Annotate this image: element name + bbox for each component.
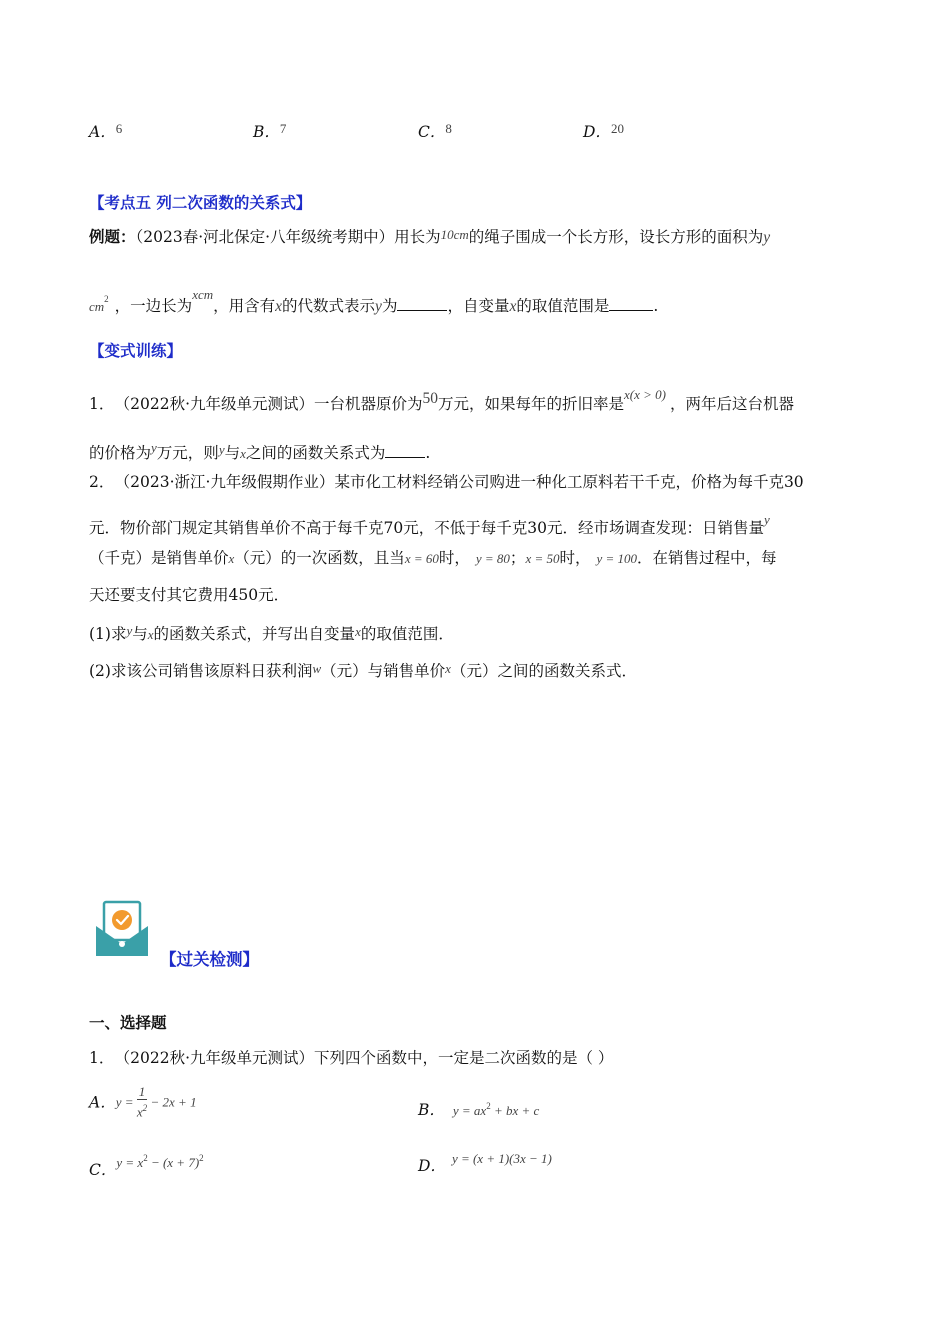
question-number: 2．	[89, 473, 115, 491]
option-exponent: 2	[143, 1153, 148, 1163]
option-label: B．	[253, 123, 280, 141]
math-x: x	[147, 627, 154, 642]
option-value: 7	[279, 121, 287, 136]
option-exponent: 2	[199, 1153, 204, 1163]
section-heading-variant: 【变式训练】	[89, 342, 183, 360]
option-label: B．	[418, 1101, 445, 1120]
option-c	[418, 118, 452, 143]
math-y: y	[126, 623, 133, 638]
option-expr: y = ax	[452, 1103, 487, 1119]
text: 元．物价部门规定其销售单价不高于每千克70元，不低于每千克30元．经市场调查发现：日销售量	[89, 519, 764, 537]
example-source: （2023春·河北保定·八年级统考期中）	[135, 228, 395, 246]
text: （千克）是销售单价	[89, 549, 229, 567]
math-y: y	[763, 512, 770, 527]
text: （元）的一次函数，且当	[234, 549, 405, 567]
section-title-choice: 一、选择题	[89, 1014, 167, 1032]
variant-q1-line-2	[89, 437, 430, 465]
math-50: 50	[422, 390, 439, 407]
answer-blank-1[interactable]	[397, 294, 447, 311]
text: 某市化工材料经销公司购进一种化工原料若干千克，价格为每千克30	[334, 473, 804, 491]
text: ；	[509, 549, 526, 567]
text: ，一边长为	[114, 297, 193, 315]
option-label: A．	[89, 123, 116, 141]
answer-blank-2[interactable]	[609, 294, 653, 311]
math-x: x	[240, 446, 246, 461]
variant-q2-part-1	[89, 620, 454, 646]
text: .	[653, 297, 659, 315]
answer-blank-3[interactable]	[385, 441, 425, 458]
text: 为	[381, 297, 398, 315]
math-x: x	[445, 661, 451, 676]
option-label: C．	[89, 1161, 117, 1180]
text: 之间的函数关系式为	[245, 444, 386, 462]
math-x: x	[355, 624, 361, 639]
math-y: y	[375, 298, 382, 315]
question-source: （2023·浙江·九年级假期作业）	[122, 473, 335, 491]
check-q1-option-d	[418, 1147, 552, 1177]
math-rate: x(x > 0)	[624, 387, 667, 402]
variant-q2-line-1	[89, 471, 804, 493]
option-expr: − 2x + 1	[147, 1094, 197, 1110]
option-expr: + bx + c	[490, 1103, 540, 1119]
math-xcm: xcm	[192, 287, 214, 302]
option-label: D．	[418, 1157, 446, 1175]
math-y: y	[218, 442, 225, 457]
text: 与	[132, 625, 148, 643]
text: .	[425, 444, 431, 462]
question-source: （2022秋·九年级单元测试）	[122, 1049, 314, 1067]
variant-q2-part-2	[89, 658, 637, 682]
envelope-check-icon	[94, 900, 150, 958]
text: 的绳子围成一个长方形，设长方形的面积为	[468, 228, 764, 246]
text: （元）与销售单价	[321, 662, 446, 680]
text: 用长为	[394, 228, 441, 246]
option-label: D．	[583, 123, 611, 141]
option-expr: y = x	[116, 1155, 144, 1171]
text: 万元，则	[156, 444, 219, 462]
text: (2)求该公司销售该原料日获利润	[89, 662, 313, 680]
text: 的价格为	[89, 444, 152, 462]
check-q1-option-b	[418, 1095, 539, 1122]
fraction-numerator: 1	[138, 1084, 146, 1099]
math-x-50: x = 50	[525, 551, 560, 566]
check-q1-stem	[89, 1047, 613, 1069]
text: 与	[224, 444, 241, 462]
section-heading-check: 【过关检测】	[160, 950, 259, 969]
text: ．在销售过程中，每	[637, 549, 777, 567]
variant-q2-line-4	[89, 584, 289, 606]
text: ，两年后这台机器	[670, 395, 795, 413]
option-expr: y =	[115, 1094, 137, 1110]
text: (1)求	[89, 625, 127, 643]
option-label: A．	[89, 1093, 116, 1112]
option-value: 20	[610, 121, 624, 136]
text: 的代数式表示	[282, 297, 376, 315]
math-square: 2	[104, 294, 109, 304]
text: （元）之间的函数关系式．	[450, 662, 637, 680]
option-b	[253, 118, 286, 143]
option-value: 8	[445, 121, 452, 136]
math-area-unit: cm	[89, 299, 105, 314]
math-y: y	[763, 229, 771, 246]
text: 时，	[438, 549, 470, 567]
check-q1-option-c	[89, 1147, 204, 1181]
fraction	[137, 1085, 148, 1120]
option-label: C．	[418, 123, 446, 141]
text: 的取值范围是	[516, 297, 610, 315]
text: 的取值范围．	[360, 625, 454, 643]
text: 的函数关系式，并写出自变量	[153, 625, 356, 643]
math-x: x	[275, 298, 283, 315]
math-x: x	[228, 551, 235, 566]
fraction-exponent: 2	[142, 1103, 148, 1113]
variant-q2-line-2	[89, 509, 770, 539]
math-y-100: y = 100	[596, 551, 638, 566]
question-source: （2022秋·九年级单元测试）	[122, 395, 314, 413]
question-number: 1．	[89, 395, 115, 413]
text: 天还要支付其它费用450元．	[89, 586, 290, 604]
fraction-denominator: x	[136, 1104, 143, 1120]
option-d	[583, 118, 624, 143]
math-y: y	[151, 440, 157, 455]
option-expr: y = (x + 1)(3x − 1)	[451, 1151, 552, 1166]
math-length: 10cm	[440, 227, 469, 242]
section-heading-kaodian5: 【考点五 列二次函数的关系式】	[89, 194, 312, 212]
text: ，自变量	[447, 297, 510, 315]
question-text: 下列四个函数中，一定是二次函数的是（ ）	[314, 1049, 614, 1067]
text: 时，	[559, 549, 591, 567]
example-label: 例题：	[89, 227, 136, 246]
math-x: x	[509, 298, 517, 315]
math-x-60: x = 60	[404, 551, 439, 566]
variant-q2-line-3	[89, 547, 777, 570]
check-q1-option-a	[89, 1085, 197, 1120]
math-w: w	[312, 661, 322, 676]
variant-q1-line-1	[89, 384, 794, 415]
question-number: 1．	[89, 1049, 115, 1067]
text: ，用含有	[213, 297, 276, 315]
text: 万元，如果每年的折旧率是	[438, 395, 625, 413]
math-y-80: y = 80	[475, 551, 510, 566]
option-value: 6	[115, 121, 123, 136]
text: 一台机器原价为	[314, 395, 423, 413]
example-line-1	[89, 224, 770, 249]
example-line-2	[89, 284, 658, 318]
option-expr: − (x + 7)	[147, 1155, 200, 1171]
option-exponent: 2	[486, 1101, 491, 1111]
option-a	[89, 118, 122, 143]
